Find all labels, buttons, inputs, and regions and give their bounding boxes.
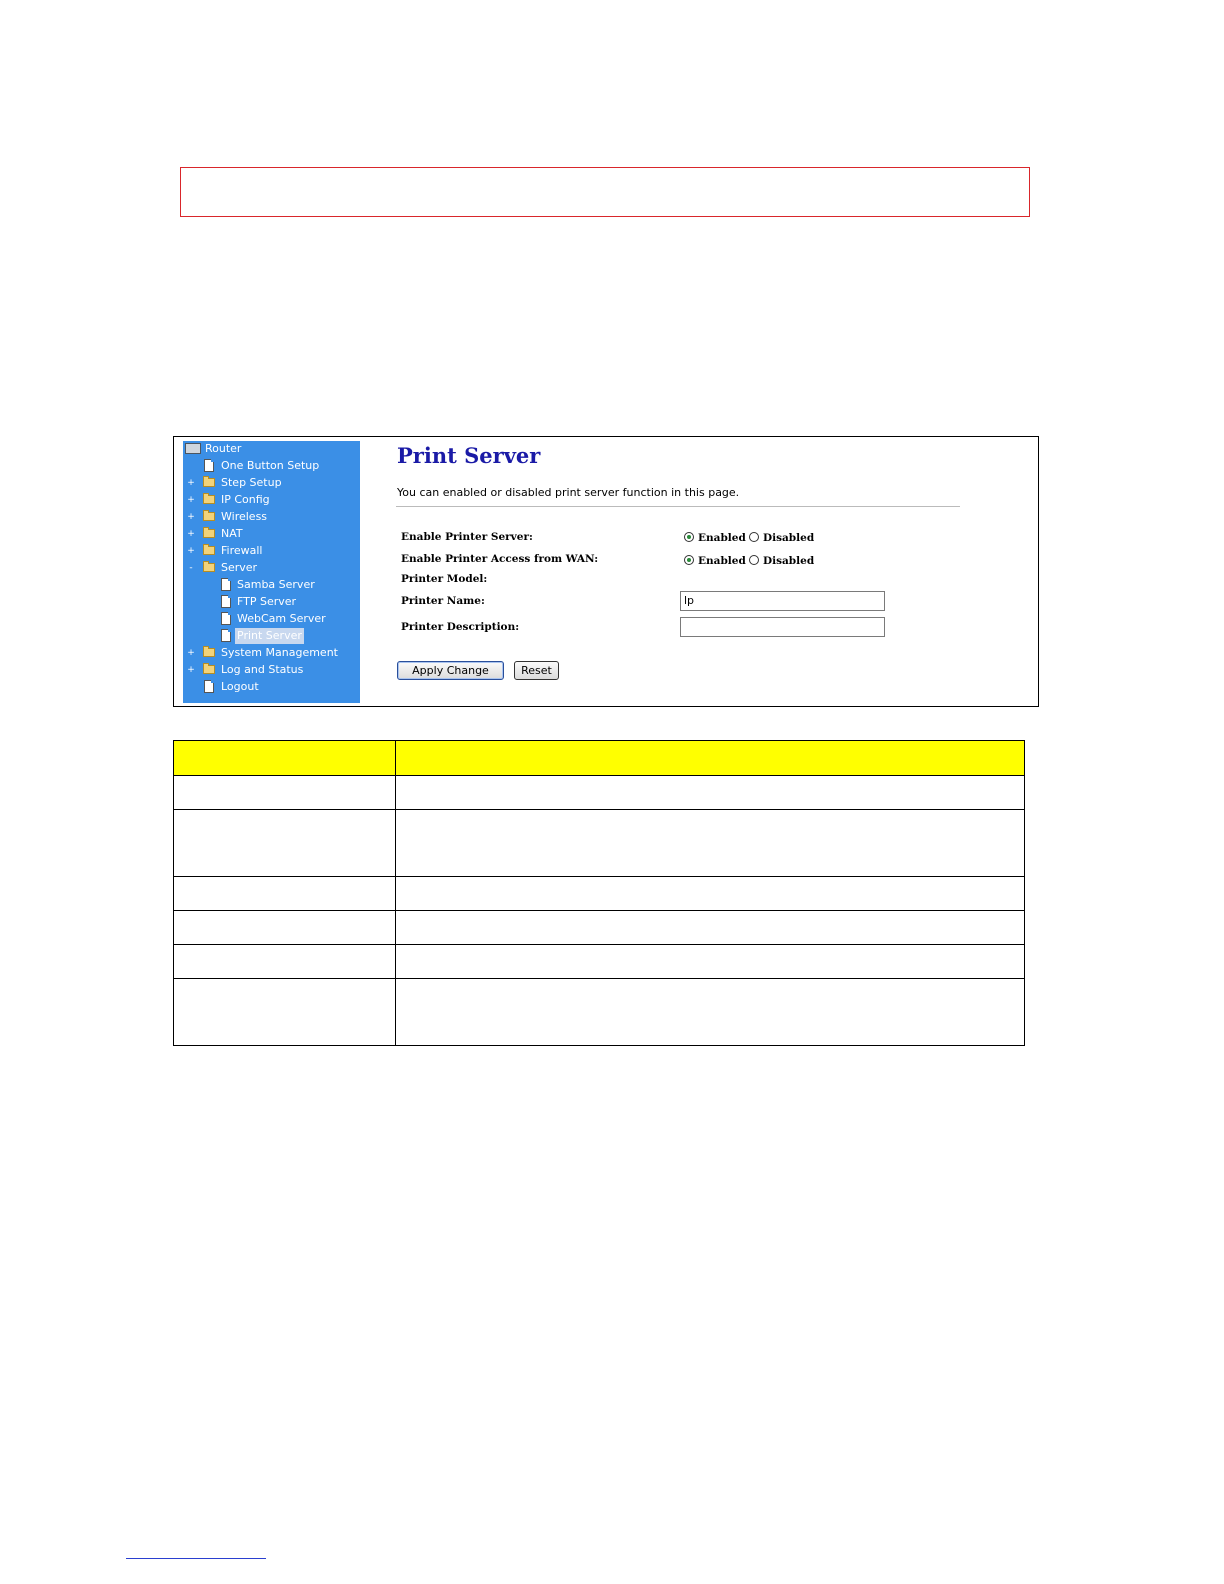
printer-description-label: Printer Description:	[401, 621, 520, 633]
apply-change-button[interactable]: Apply Change	[397, 661, 504, 680]
divider	[396, 506, 960, 507]
wan-access-enabled-radio[interactable]	[684, 555, 694, 565]
tree-root-label: Router	[205, 442, 242, 455]
table-cell	[174, 911, 396, 945]
table-cell	[396, 945, 1025, 979]
table-cell	[174, 877, 396, 911]
table-cell	[174, 979, 396, 1046]
expand-icon[interactable]: +	[187, 512, 195, 522]
document-icon	[204, 459, 214, 472]
folder-icon	[203, 512, 215, 521]
enable-printer-server-label: Enable Printer Server:	[401, 531, 533, 543]
nav-tree	[183, 441, 360, 703]
table-cell	[396, 741, 1025, 776]
table-cell	[174, 741, 396, 776]
disabled-option-label: Disabled	[763, 532, 815, 544]
table-row	[174, 877, 1025, 911]
expand-icon[interactable]: +	[187, 495, 195, 505]
tree-item-label: Logout	[221, 680, 259, 693]
expand-icon[interactable]: +	[187, 546, 195, 556]
printer-name-input[interactable]: lp	[680, 591, 885, 611]
table-cell	[396, 877, 1025, 911]
printer-server-enabled-radio[interactable]	[684, 532, 694, 542]
footer-link-underline	[126, 1558, 266, 1559]
tree-item-label: IP Config	[221, 493, 270, 506]
router-icon	[185, 443, 201, 454]
expand-icon[interactable]: +	[187, 529, 195, 539]
table-row	[174, 945, 1025, 979]
document-icon	[221, 595, 231, 608]
note-box	[180, 167, 1030, 217]
table-row	[174, 911, 1025, 945]
tree-item-label: WebCam Server	[237, 612, 326, 625]
tree-item-label: System Management	[221, 646, 338, 659]
table-cell	[396, 911, 1025, 945]
document-icon	[221, 578, 231, 591]
open-folder-icon	[203, 563, 215, 572]
document-icon	[221, 612, 231, 625]
enable-wan-access-label: Enable Printer Access from WAN:	[401, 553, 599, 565]
table-row	[174, 979, 1025, 1046]
wan-access-disabled-radio[interactable]	[749, 555, 759, 565]
tree-item-label: Samba Server	[237, 578, 315, 591]
expand-icon[interactable]: +	[187, 478, 195, 488]
expand-icon[interactable]: +	[187, 648, 195, 658]
collapse-icon[interactable]: -	[189, 563, 193, 573]
table-header-row	[174, 741, 1025, 776]
tree-item-label: Server	[221, 561, 258, 574]
table-cell	[174, 776, 396, 810]
tree-item-label: One Button Setup	[221, 459, 320, 472]
folder-icon	[203, 529, 215, 538]
folder-icon	[203, 648, 215, 657]
page-title: Print Server	[397, 443, 541, 468]
enabled-option-label: Enabled	[698, 555, 746, 567]
reset-button[interactable]: Reset	[514, 661, 559, 680]
printer-description-input[interactable]	[680, 617, 885, 637]
table-cell	[396, 776, 1025, 810]
tree-item-label: NAT	[221, 527, 243, 540]
document-icon	[204, 680, 214, 693]
tree-item-label: Step Setup	[221, 476, 282, 489]
tree-item-label: Firewall	[221, 544, 263, 557]
folder-icon	[203, 478, 215, 487]
folder-icon	[203, 495, 215, 504]
printer-model-label: Printer Model:	[401, 573, 488, 585]
enabled-option-label: Enabled	[698, 532, 746, 544]
document-icon	[221, 629, 231, 642]
page-description: You can enabled or disabled print server function in this page.	[397, 486, 740, 499]
folder-icon	[203, 546, 215, 555]
tree-item-label: Wireless	[221, 510, 268, 523]
router-screenshot	[173, 436, 1039, 707]
folder-icon	[203, 665, 215, 674]
tree-item-label: Log and Status	[221, 663, 304, 676]
table-cell	[396, 810, 1025, 877]
tree-item-label-selected: Print Server	[237, 629, 302, 642]
table-row	[174, 810, 1025, 877]
printer-server-disabled-radio[interactable]	[749, 532, 759, 542]
description-table	[173, 740, 1025, 1046]
expand-icon[interactable]: +	[187, 665, 195, 675]
printer-name-label: Printer Name:	[401, 595, 485, 607]
tree-item-label: FTP Server	[237, 595, 297, 608]
table-cell	[174, 945, 396, 979]
table-cell	[174, 810, 396, 877]
disabled-option-label: Disabled	[763, 555, 815, 567]
table-cell	[396, 979, 1025, 1046]
table-row	[174, 776, 1025, 810]
